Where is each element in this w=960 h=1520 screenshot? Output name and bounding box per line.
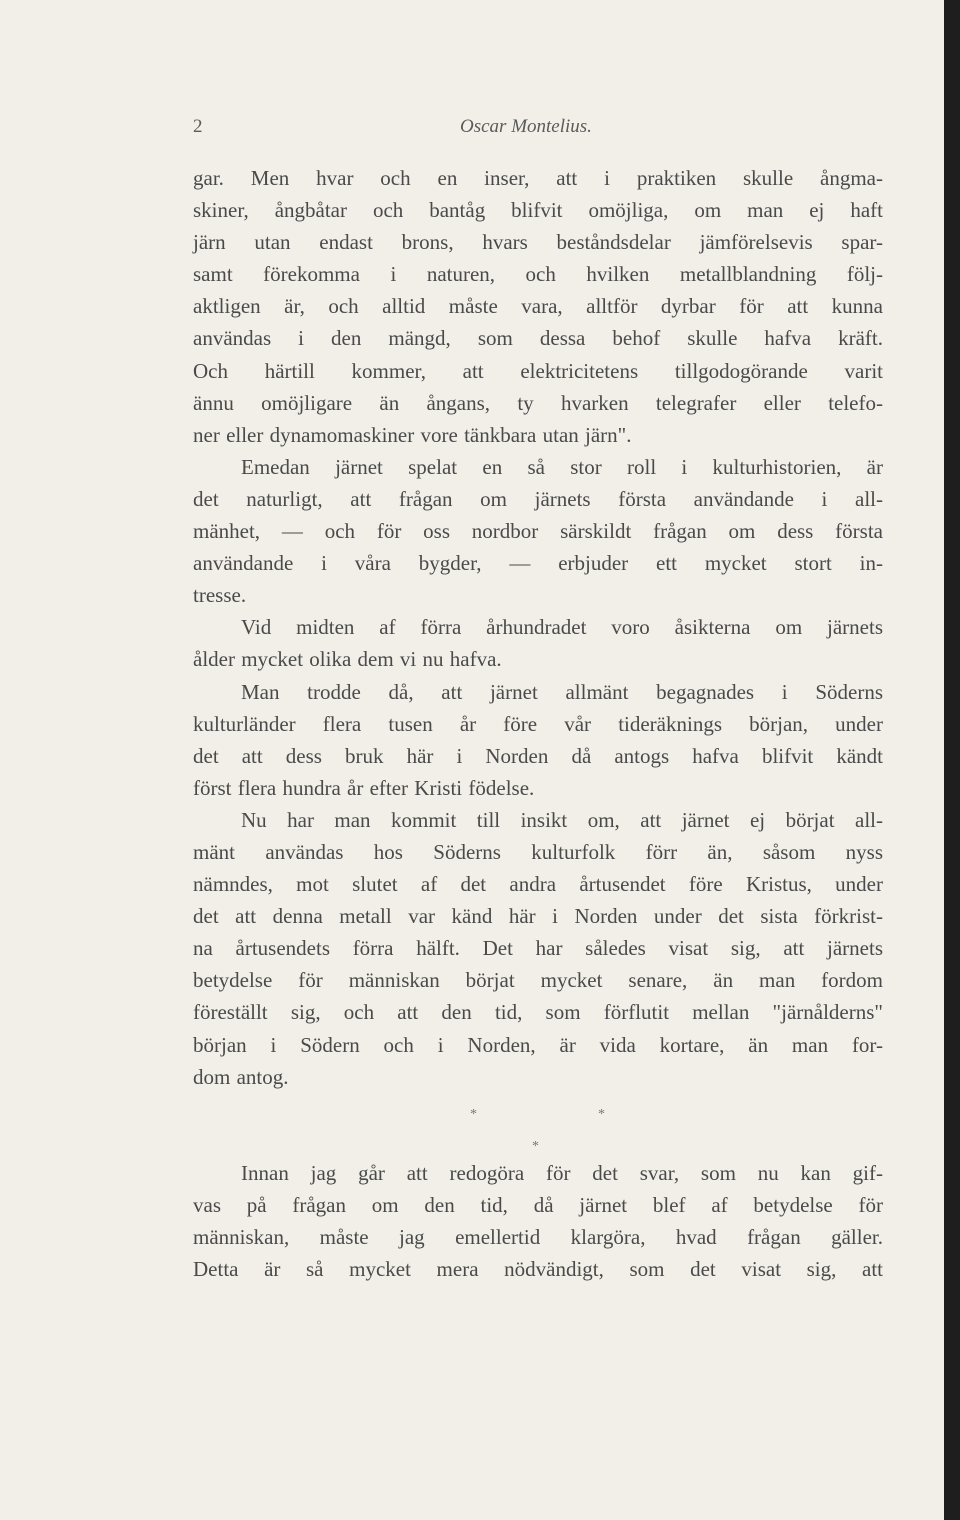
- text-line: föreställt sig, och att den tid, som förflutit mellan "järnålderns": [193, 1000, 883, 1025]
- text-line: samt förekomma i naturen, och hvilken metallblandning följ-: [193, 262, 883, 287]
- text-line: Emedan järnet spelat en så stor roll i kulturhistorien, är: [241, 454, 883, 479]
- text-line: det naturligt, att frågan om järnets första användande i all-: [193, 486, 883, 511]
- text-line: nämndes, mot slutet af det andra årtusendet före Kristus, under: [193, 872, 883, 897]
- text-line: användas i den mängd, som dessa behof skulle hafva kräft.: [193, 326, 883, 351]
- text-line: skiner, ångbåtar och bantåg blifvit omöjliga, om man ej haft: [193, 198, 883, 223]
- asterisk-right: *: [598, 1106, 605, 1122]
- text-line: na årtusendets förra hälft. Det har således visat sig, att järnets: [193, 936, 883, 961]
- text-line: ännu omöjligare än ångans, ty hvarken telegrafer eller telefo-: [193, 390, 883, 415]
- page-edge-shadow: [944, 0, 960, 1520]
- text-line: ner eller dynamomaskiner vore tänkbara utan järn".: [193, 422, 632, 447]
- text-line: gar. Men hvar och en inser, att i praktiken skulle ångma-: [193, 166, 883, 190]
- text-line: betydelse för människan börjat mycket senare, än man fordom: [193, 968, 883, 993]
- text-line: vas på frågan om den tid, då järnet blef af betydelse för: [193, 1193, 883, 1217]
- text-line: Detta är så mycket mera nödvändigt, som det visat sig, att: [193, 1257, 883, 1282]
- text-line: tresse.: [193, 583, 247, 608]
- text-line: ålder mycket olika dem vi nu hafva.: [193, 647, 502, 672]
- text-line: aktligen är, och alltid måste vara, alltför dyrbar för att kunna: [193, 294, 883, 319]
- text-line: kulturländer flera tusen år före vår tideräknings början, under: [193, 711, 883, 736]
- section-separator-bottom: [193, 1125, 883, 1157]
- asterisk-bottom: *: [532, 1138, 539, 1154]
- asterisk-left: *: [470, 1106, 477, 1122]
- text-line: början i Södern och i Norden, är vida kortare, än man for-: [193, 1032, 883, 1057]
- text-line: Man trodde då, att järnet allmänt begagnades i Söderns: [241, 679, 883, 704]
- text-line: mänhet, — och för oss nordbor särskildt frågan om dess första: [193, 519, 883, 544]
- text-line: dom antog.: [193, 1064, 289, 1089]
- body-text: [193, 162, 883, 1285]
- page-header: [193, 116, 883, 144]
- page-number: 2: [193, 116, 203, 137]
- text-line: mänt användas hos Söderns kulturfolk förr än, såsom nyss: [193, 839, 883, 864]
- text-line: Vid midten af förra århundradet voro åsikterna om järnets: [241, 615, 883, 640]
- text-line: Innan jag går att redogöra för det svar, som nu kan gif-: [241, 1160, 883, 1185]
- text-line: Nu har man kommit till insikt om, att järnet ej börjat all-: [241, 807, 883, 832]
- section-separator: [193, 1093, 883, 1125]
- text-line: det att dess bruk här i Norden då antogs hafva blifvit kändt: [193, 743, 883, 768]
- text-line: först flera hundra år efter Kristi födelse.: [193, 775, 535, 800]
- running-head: Oscar Montelius.: [460, 116, 592, 137]
- text-line: det att denna metall var känd här i Norden under det sista förkrist-: [193, 904, 883, 929]
- text-line: användande i våra bygder, — erbjuder ett mycket stort in-: [193, 551, 883, 576]
- text-line: Och härtill kommer, att elektricitetens tillgodogörande varit: [193, 358, 883, 383]
- text-line: järn utan endast brons, hvars beståndsdelar jämförelsevis spar-: [193, 230, 883, 255]
- text-line: människan, måste jag emellertid klargöra, hvad frågan gäller.: [193, 1225, 883, 1250]
